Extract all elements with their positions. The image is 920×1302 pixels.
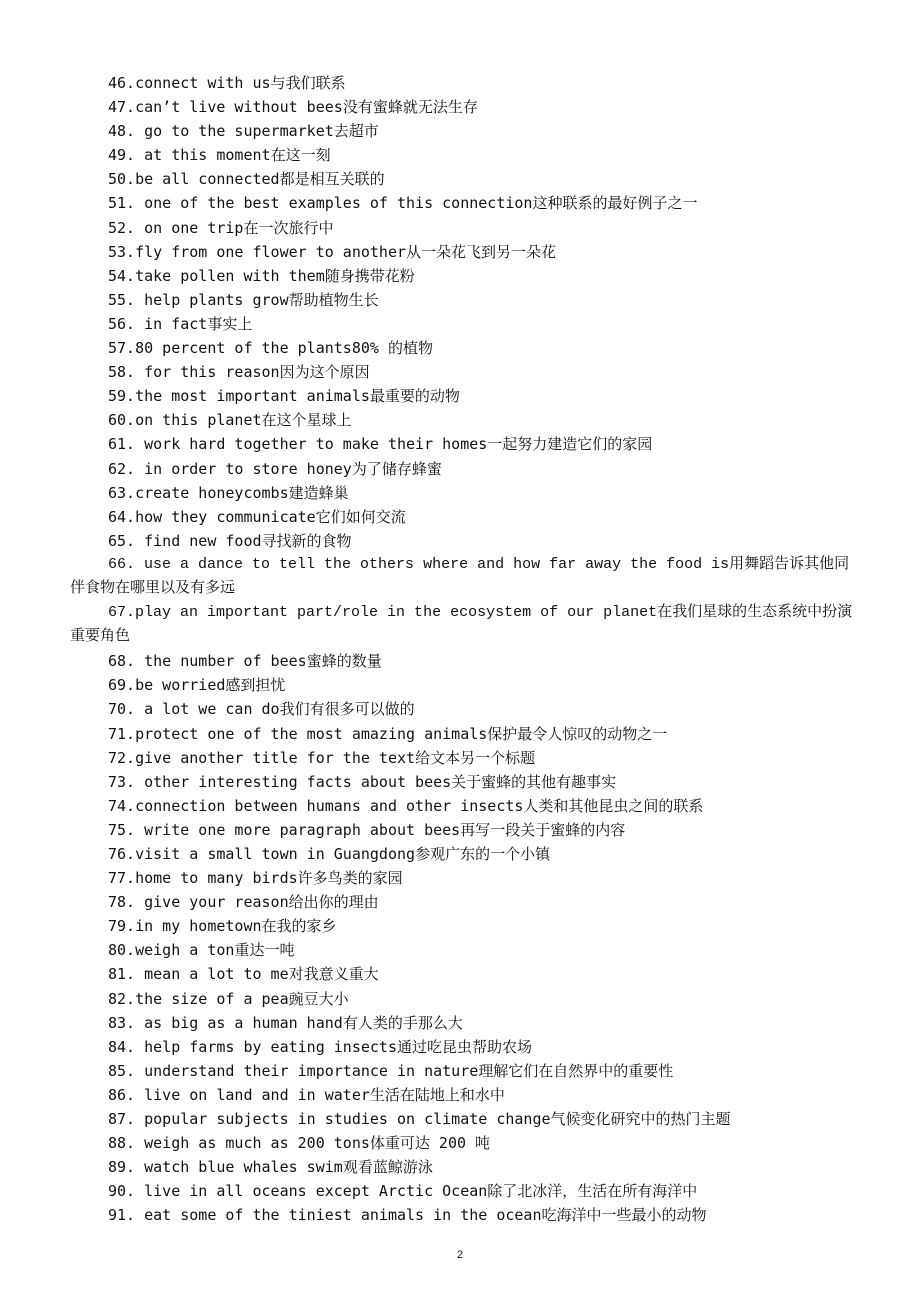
phrase-item — [70, 1155, 860, 1179]
phrase-item — [70, 746, 860, 770]
item-number: 75. — [108, 820, 136, 839]
phrase-item — [70, 697, 860, 721]
phrase-item — [70, 818, 860, 842]
english-phrase: at this moment — [135, 146, 271, 165]
english-phrase: take pollen with them — [135, 266, 325, 285]
english-phrase: find new food — [135, 531, 262, 550]
phrase-item — [70, 119, 860, 143]
english-phrase: give another title for the text — [135, 748, 416, 767]
english-phrase: other interesting facts about bees — [135, 772, 452, 791]
item-number: 81. — [108, 965, 136, 984]
phrase-item — [70, 408, 860, 432]
chinese-translation: 从一朵花飞到另一朵花 — [406, 242, 557, 261]
item-number: 82. — [108, 989, 136, 1008]
english-phrase: weigh a ton — [135, 941, 235, 960]
phrase-item — [70, 1179, 860, 1203]
chinese-translation: 最重要的动物 — [369, 387, 460, 406]
phrase-item — [70, 240, 860, 264]
english-phrase: use a dance to tell the others where and how far away the food is — [135, 555, 730, 573]
phrase-item — [70, 143, 860, 167]
item-number: 90. — [108, 1182, 136, 1201]
chinese-translation: 再写一段关于蜜蜂的内容 — [460, 820, 626, 839]
english-phrase: popular subjects in studies on climate change — [135, 1110, 551, 1129]
english-phrase: visit a small town in Guangdong — [135, 845, 416, 863]
phrase-item — [70, 601, 860, 649]
item-number: 47. — [108, 98, 136, 117]
chinese-translation: 在这个星球上 — [261, 411, 352, 430]
english-phrase: help plants grow — [135, 290, 289, 309]
chinese-translation: 有人类的手那么大 — [342, 1013, 463, 1032]
item-number: 60. — [108, 411, 136, 430]
item-number: 59. — [108, 387, 136, 406]
item-number: 54. — [108, 266, 136, 285]
phrase-item — [70, 1107, 860, 1131]
phrase-item — [70, 938, 860, 962]
chinese-translation: 许多鸟类的家园 — [297, 869, 403, 888]
item-number: 62. — [108, 459, 136, 478]
english-phrase: connection between humans and other insects — [135, 796, 524, 815]
phrase-item — [70, 866, 860, 890]
phrase-item — [70, 71, 860, 95]
english-phrase: live on land and in water — [135, 1085, 370, 1104]
phrase-item — [70, 722, 860, 746]
chinese-translation: 在一次旅行中 — [243, 218, 334, 237]
chinese-translation: 80% 的植物 — [351, 339, 433, 358]
phrase-item — [70, 914, 860, 938]
item-number: 56. — [108, 314, 136, 333]
phrase-item — [70, 1203, 860, 1227]
item-number: 84. — [108, 1037, 136, 1056]
item-number: 71. — [108, 724, 136, 743]
item-number: 88. — [108, 1134, 136, 1153]
chinese-translation: 建造蜂巢 — [288, 483, 349, 502]
english-phrase: understand their importance in nature — [135, 1061, 479, 1080]
phrase-item — [70, 360, 860, 384]
phrase-item — [70, 649, 860, 673]
phrase-item — [70, 457, 860, 481]
item-number: 46. — [108, 74, 136, 92]
english-phrase: weigh as much as 200 tons — [135, 1134, 370, 1153]
phrase-item — [70, 890, 860, 914]
item-number: 83. — [108, 1013, 136, 1032]
english-phrase: connect with us — [135, 74, 271, 92]
item-number: 74. — [108, 796, 136, 815]
phrase-item — [70, 1011, 860, 1035]
phrase-item — [70, 481, 860, 505]
chinese-translation: 给文本另一个标题 — [415, 748, 536, 767]
phrase-item — [70, 216, 860, 240]
item-number: 52. — [108, 218, 136, 237]
item-number: 63. — [108, 483, 136, 502]
item-number: 66. — [108, 555, 136, 573]
chinese-translation: 为了储存蜂蜜 — [351, 459, 442, 478]
item-number: 86. — [108, 1085, 136, 1104]
chinese-translation: 去超市 — [333, 122, 379, 141]
phrase-item — [70, 794, 860, 818]
chinese-translation: 一起努力建造它们的家园 — [487, 435, 653, 454]
item-number: 77. — [108, 869, 136, 888]
english-phrase: as big as a human hand — [135, 1013, 343, 1032]
item-number: 48. — [108, 122, 136, 141]
chinese-translation: 感到担忧 — [225, 676, 286, 695]
page-number: 2 — [456, 1249, 464, 1261]
phrase-item — [70, 264, 860, 288]
phrase-item — [70, 987, 860, 1011]
chinese-translation: 观看蓝鲸游泳 — [342, 1158, 433, 1177]
english-phrase: protect one of the most amazing animals — [135, 724, 488, 743]
item-number: 80. — [108, 941, 136, 960]
chinese-translation: 帮助植物生长 — [288, 290, 379, 309]
item-number: 73. — [108, 772, 136, 791]
english-phrase: on one trip — [135, 218, 244, 237]
phrase-item — [70, 384, 860, 408]
item-number: 68. — [108, 652, 136, 671]
chinese-translation: 对我意义重大 — [288, 965, 379, 984]
item-number: 85. — [108, 1061, 136, 1080]
english-phrase: in fact — [135, 314, 208, 333]
item-number: 49. — [108, 146, 136, 165]
english-phrase: the most important animals — [135, 387, 370, 406]
english-phrase: play an important part/role in the ecosystem of our planet — [135, 604, 658, 622]
phrase-item — [70, 529, 860, 553]
chinese-translation: 与我们联系 — [270, 74, 346, 92]
english-phrase: create honeycombs — [135, 483, 289, 502]
item-number: 51. — [108, 194, 136, 213]
item-number: 69. — [108, 676, 136, 695]
phrase-item — [70, 95, 860, 119]
english-phrase: the number of bees — [135, 652, 307, 671]
english-phrase: live in all oceans except Arctic Ocean — [135, 1182, 488, 1201]
english-phrase: on this planet — [135, 411, 262, 430]
item-number: 55. — [108, 290, 136, 309]
phrase-item — [70, 1035, 860, 1059]
english-phrase: mean a lot to me — [135, 965, 289, 984]
chinese-translation: 气候变化研究中的热门主题 — [550, 1110, 731, 1129]
item-number: 70. — [108, 700, 136, 719]
english-phrase: help farms by eating insects — [135, 1037, 397, 1056]
chinese-translation: 理解它们在自然界中的重要性 — [478, 1061, 674, 1080]
chinese-translation: 体重可达 200 吨 — [369, 1134, 491, 1153]
phrase-item — [70, 288, 860, 312]
item-number: 87. — [108, 1110, 136, 1129]
item-number: 53. — [108, 242, 136, 261]
chinese-translation: 用舞蹈告诉其他同伴食物在哪里以及有多远 — [70, 555, 850, 597]
item-number: 67. — [108, 604, 136, 622]
phrase-item — [70, 336, 860, 360]
item-number: 79. — [108, 917, 136, 936]
phrase-item — [70, 842, 860, 866]
english-phrase: 80 percent of the plants — [135, 339, 352, 358]
chinese-translation: 重达一吨 — [234, 941, 295, 960]
english-phrase: fly from one flower to another — [135, 242, 407, 261]
phrase-item — [70, 1059, 860, 1083]
phrase-item — [70, 1131, 860, 1155]
english-phrase: one of the best examples of this connection — [135, 194, 533, 213]
chinese-translation: 关于蜜蜂的其他有趣事实 — [451, 772, 617, 791]
english-phrase: in order to store honey — [135, 459, 352, 478]
english-phrase: the size of a pea — [135, 989, 289, 1008]
phrase-item — [70, 505, 860, 529]
english-phrase: work hard together to make their homes — [135, 435, 488, 454]
phrase-item — [70, 191, 860, 215]
english-phrase: home to many birds — [135, 869, 298, 888]
english-phrase: be all connected — [135, 170, 280, 189]
chinese-translation: 在我的家乡 — [261, 917, 337, 936]
item-number: 57. — [108, 339, 136, 358]
chinese-translation: 除了北冰洋，生活在所有海洋中 — [487, 1182, 698, 1201]
chinese-translation: 豌豆大小 — [288, 989, 349, 1008]
chinese-translation: 吃海洋中一些最小的动物 — [541, 1206, 707, 1225]
chinese-translation: 通过吃昆虫帮助农场 — [397, 1037, 533, 1056]
phrase-item — [70, 312, 860, 336]
chinese-translation: 生活在陆地上和水中 — [369, 1085, 505, 1104]
english-phrase: write one more paragraph about bees — [135, 820, 461, 839]
english-phrase: give your reason — [135, 893, 289, 912]
phrase-list — [70, 71, 860, 1228]
chinese-translation: 保护最令人惊叹的动物之一 — [487, 724, 668, 743]
english-phrase: watch blue whales swim — [135, 1158, 343, 1177]
english-phrase: go to the supermarket — [135, 122, 334, 141]
english-phrase: a lot we can do — [135, 700, 280, 719]
item-number: 64. — [108, 507, 136, 526]
english-phrase: be worried — [135, 676, 226, 695]
item-number: 76. — [108, 845, 136, 863]
english-phrase: how they communicate — [135, 507, 316, 526]
chinese-translation: 蜜蜂的数量 — [306, 652, 382, 671]
english-phrase: eat some of the tiniest animals in the ocean — [135, 1206, 542, 1225]
item-number: 61. — [108, 435, 136, 454]
item-number: 50. — [108, 170, 136, 189]
chinese-translation: 随身携带花粉 — [324, 266, 415, 285]
item-number: 89. — [108, 1158, 136, 1177]
phrase-item — [70, 962, 860, 986]
chinese-translation: 在我们星球的生态系统中扮演重要角色 — [70, 604, 853, 646]
chinese-translation: 这种联系的最好例子之一 — [532, 194, 698, 213]
phrase-item — [70, 167, 860, 191]
chinese-translation: 我们有很多可以做的 — [279, 700, 415, 719]
english-phrase: in my hometown — [135, 917, 262, 936]
item-number: 78. — [108, 893, 136, 912]
phrase-item — [70, 770, 860, 794]
phrase-item — [70, 432, 860, 456]
chinese-translation: 寻找新的食物 — [261, 531, 352, 550]
chinese-translation: 参观广东的一个小镇 — [415, 845, 551, 863]
item-number: 72. — [108, 748, 136, 767]
chinese-translation: 事实上 — [207, 314, 253, 333]
chinese-translation: 给出你的理由 — [288, 893, 379, 912]
english-phrase: can’t live without bees — [135, 98, 343, 117]
chinese-translation: 它们如何交流 — [315, 507, 406, 526]
chinese-translation: 因为这个原因 — [279, 363, 370, 382]
phrase-item — [70, 673, 860, 697]
item-number: 91. — [108, 1206, 136, 1225]
item-number: 58. — [108, 363, 136, 382]
item-number: 65. — [108, 531, 136, 550]
chinese-translation: 没有蜜蜂就无法生存 — [342, 98, 478, 117]
english-phrase: for this reason — [135, 363, 280, 382]
chinese-translation: 人类和其他昆虫之间的联系 — [523, 796, 704, 815]
phrase-item — [70, 1083, 860, 1107]
phrase-item — [70, 553, 860, 601]
chinese-translation: 在这一刻 — [270, 146, 331, 165]
chinese-translation: 都是相互关联的 — [279, 170, 385, 189]
